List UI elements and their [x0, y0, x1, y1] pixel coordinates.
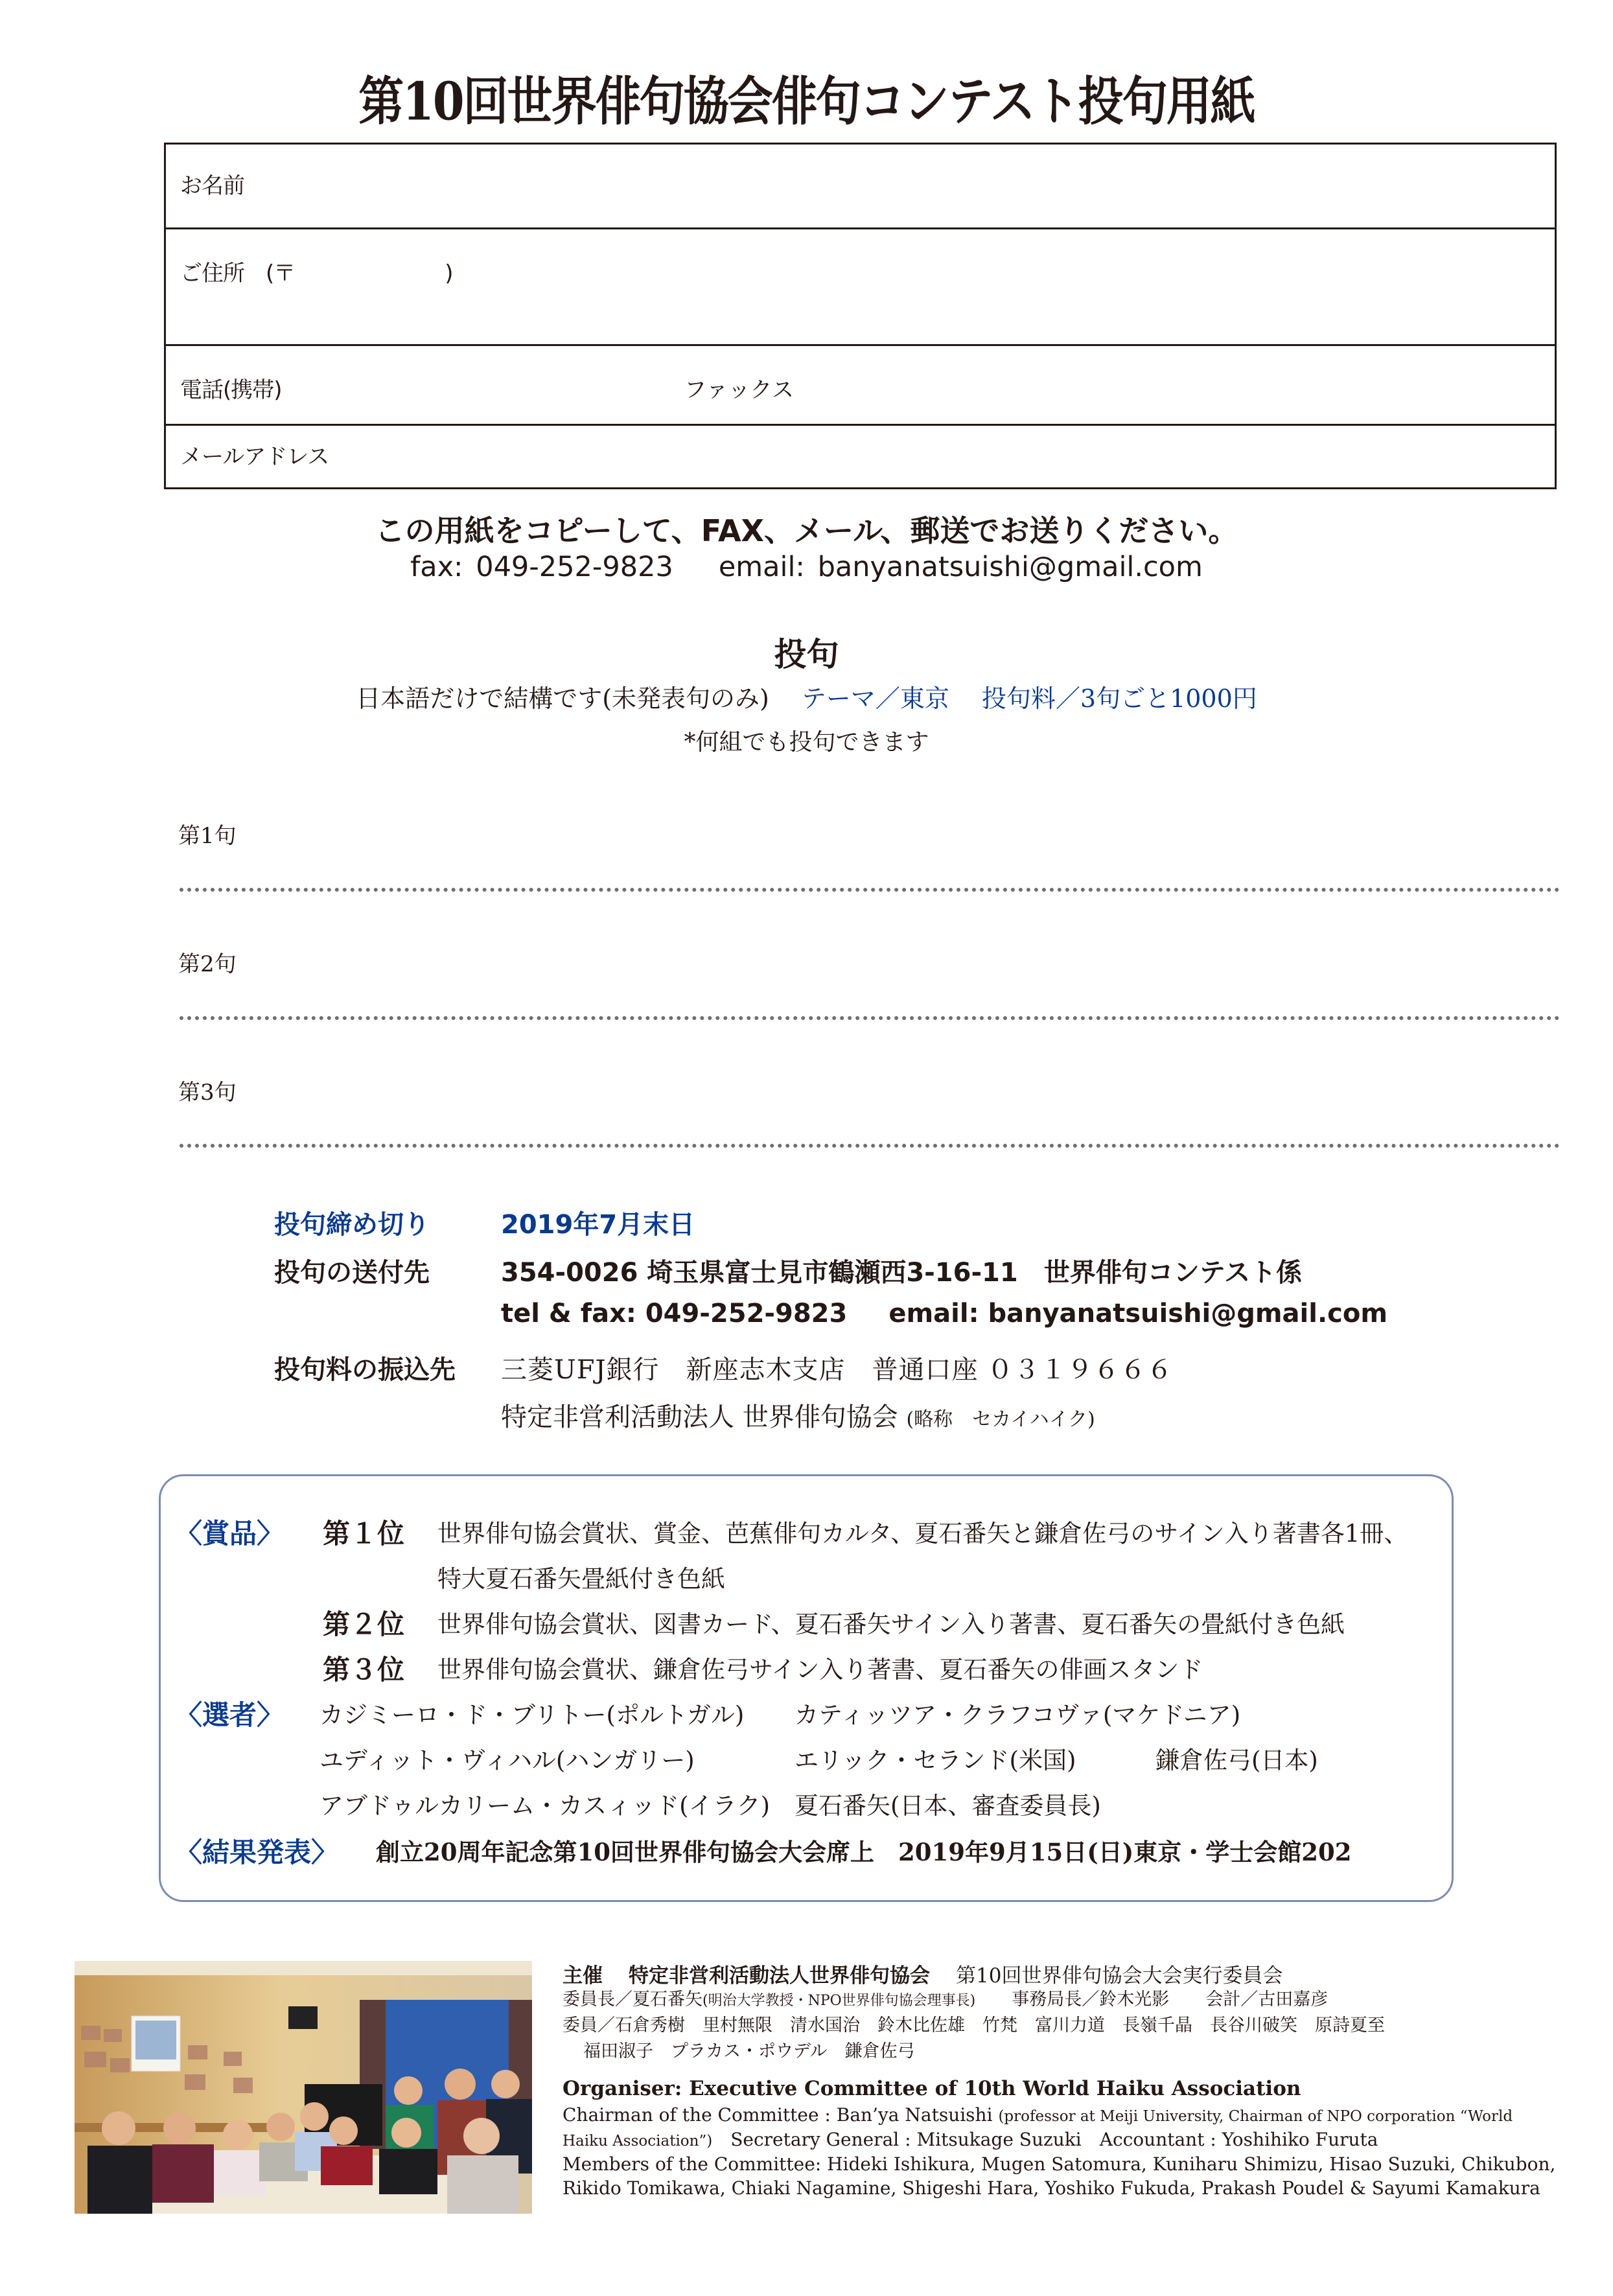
- haiku-1-label: 第1句: [178, 823, 237, 849]
- results-heading: 〈結果発表〉: [175, 1837, 339, 1868]
- send-contact: [501, 1299, 1387, 1328]
- secretary: 事務局長／鈴木光影: [1012, 1989, 1170, 2010]
- judges-heading: 〈選者〉: [175, 1699, 284, 1731]
- fee: 投句料／3句ごと1000円: [981, 684, 1257, 713]
- prize-1-text-cont: 特大夏石番矢畳紙付き色紙: [437, 1565, 725, 1593]
- organizer-jp-title: [563, 1959, 1282, 1988]
- organizer-jp-members-cont: 福田淑子 プラカス・ポウデル 鎌倉佐弓: [583, 2041, 915, 2061]
- organizer-en-title: Organiser: Executive Committee of 10th World Haiku Association: [563, 2077, 1301, 2100]
- email-field[interactable]: [166, 426, 1555, 489]
- organizer-en-members: Members of the Committee: Hideki Ishikura, Mugen Satomura, Kuniharu Shimizu, Hisao Suzuki, Chikubon,: [563, 2153, 1556, 2175]
- prizes-heading: 〈賞品〉: [175, 1518, 284, 1549]
- prize-2-rank: 第２位: [323, 1608, 405, 1640]
- haiku-2-line[interactable]: [180, 1016, 1560, 1020]
- organizer-en-chair: [563, 2104, 1513, 2126]
- en-chair-note-cont: Haiku Association”): [563, 2133, 713, 2150]
- send-label: 投句の送付先: [274, 1258, 430, 1288]
- contact-line: [0, 551, 1613, 583]
- chair-note: (明治大学教授・NPO世界俳句協会理事長): [702, 1993, 976, 2009]
- phone-label: 電話(携帯): [180, 377, 282, 403]
- en-secretary: Secretary General : Mitsukage Suzuki: [730, 2129, 1082, 2150]
- payment-holder-name: 特定非営利活動法人 世界俳句協会: [501, 1402, 898, 1432]
- organizer-en-members-cont: Rikido Tomikawa, Chiaki Nagamine, Shigeshi Hara, Yoshiko Fukuda, Prakash Poudel & Sayumi Kamakura: [563, 2177, 1540, 2199]
- judge-name: カジミーロ・ド・ブリトー(ポルトガル): [319, 1701, 745, 1729]
- payment-label: 投句料の振込先: [274, 1355, 456, 1385]
- send-tel-fax: tel & fax: 049-252-9823: [501, 1299, 848, 1328]
- submission-note: *何組でも投句できます: [684, 729, 929, 756]
- en-chair: Chairman of the Committee : Ban’ya Natsuishi: [563, 2104, 993, 2126]
- prize-1-rank: 第１位: [323, 1518, 405, 1549]
- haiku-2-label: 第2句: [178, 951, 237, 977]
- committee-photo-illustration: [75, 1961, 532, 2214]
- host-name: 特定非営利活動法人世界俳句協会: [629, 1964, 930, 1988]
- phone-fax-field[interactable]: [166, 346, 1555, 426]
- payment-holder: [501, 1397, 1095, 1433]
- en-chair-note: (professor at Meiji University, Chairman of NPO corporation “World: [998, 2108, 1513, 2125]
- address-label: ご住所 (〒 ): [180, 261, 453, 286]
- prize-2-text: 世界俳句協会賞状、図書カード、夏石番矢サイン入り著書、夏石番矢の畳紙付き色紙: [437, 1610, 1345, 1638]
- send-address: 354-0026 埼玉県富士見市鶴瀬西3-16-11 世界俳句コンテスト係: [501, 1258, 1303, 1288]
- organizer-jp-members: 委員／石倉秀樹 里村無限 清水国治 鈴木比佐雄 竹梵 富川力道 長嶺千晶 長谷川破笑 原詩夏至: [563, 2015, 1385, 2035]
- entry-form-table: [164, 143, 1557, 489]
- language-rule: 日本語だけで結構です(未発表句のみ): [356, 684, 769, 713]
- judge-name: 鎌倉佐弓(日本): [1155, 1746, 1318, 1774]
- judge-name: エリック・セランド(米国): [795, 1746, 1076, 1774]
- payment-bank: 三菱UFJ銀行 新座志木支店 普通口座 ０３１９６６６: [501, 1355, 1174, 1385]
- send-email[interactable]: email: banyanatsuishi@gmail.com: [888, 1299, 1388, 1328]
- en-accountant: Accountant : Yoshihiko Furuta: [1099, 2129, 1378, 2150]
- judge-name: カティッツア・クラフコヴァ(マケドニア): [795, 1701, 1241, 1729]
- haiku-3-label: 第3句: [178, 1080, 237, 1106]
- name-field[interactable]: [166, 145, 1555, 229]
- haiku-1-line[interactable]: [180, 888, 1560, 892]
- prize-3-rank: 第３位: [323, 1654, 405, 1686]
- organizer-jp-officers: [563, 1985, 1328, 2010]
- submission-rules: [0, 678, 1613, 714]
- prize-1-text: 世界俳句協会賞状、賞金、芭蕉俳句カルタ、夏石番矢と鎌倉佐弓のサイン入り著書各1冊、: [437, 1520, 1408, 1548]
- results-text: 創立20周年記念第10回世界俳句協会大会席上 2019年9月15日(日)東京・学士会館202: [376, 1838, 1352, 1866]
- committee-name: 第10回世界俳句協会大会実行委員会: [956, 1964, 1283, 1988]
- name-label: お名前: [180, 173, 244, 199]
- fax-number: fax: 049-252-9823: [410, 551, 673, 583]
- address-field[interactable]: [166, 229, 1555, 346]
- organizer-en-officers: [563, 2129, 1378, 2150]
- deadline-label: 投句締め切り: [274, 1210, 430, 1240]
- fax-label: ファックス: [684, 377, 794, 403]
- committee-photo: [75, 1961, 532, 2214]
- judge-name: アブドゥルカリーム・カスィッド(イラク): [319, 1792, 771, 1820]
- theme: テーマ／東京: [801, 684, 949, 713]
- prize-info-box: [159, 1474, 1454, 1902]
- prize-3-text: 世界俳句協会賞状、鎌倉佐弓サイン入り著書、夏石番矢の俳画スタンド: [437, 1656, 1203, 1684]
- email-address[interactable]: email: banyanatsuishi@gmail.com: [718, 551, 1203, 583]
- chair: 委員長／夏石番矢: [563, 1989, 702, 2010]
- accountant: 会計／古田嘉彦: [1205, 1989, 1329, 2010]
- haiku-3-line[interactable]: [180, 1144, 1560, 1148]
- email-label: メールアドレス: [180, 444, 329, 470]
- host-label: 主催: [563, 1964, 603, 1988]
- deadline-value: 2019年7月末日: [501, 1210, 695, 1240]
- copy-instruction: この用紙をコピーして、FAX、メール、郵送でお送りください。: [375, 513, 1238, 548]
- judge-name: ユディット・ヴィハル(ハンガリー): [319, 1746, 695, 1774]
- submission-heading: 投句: [774, 635, 839, 673]
- payment-holder-abbr: (略称 セカイハイク): [906, 1408, 1095, 1431]
- page-title: 第10回世界俳句協会俳句コンテスト投句用紙: [358, 70, 1255, 132]
- judge-name: 夏石番矢(日本、審査委員長): [795, 1792, 1101, 1820]
